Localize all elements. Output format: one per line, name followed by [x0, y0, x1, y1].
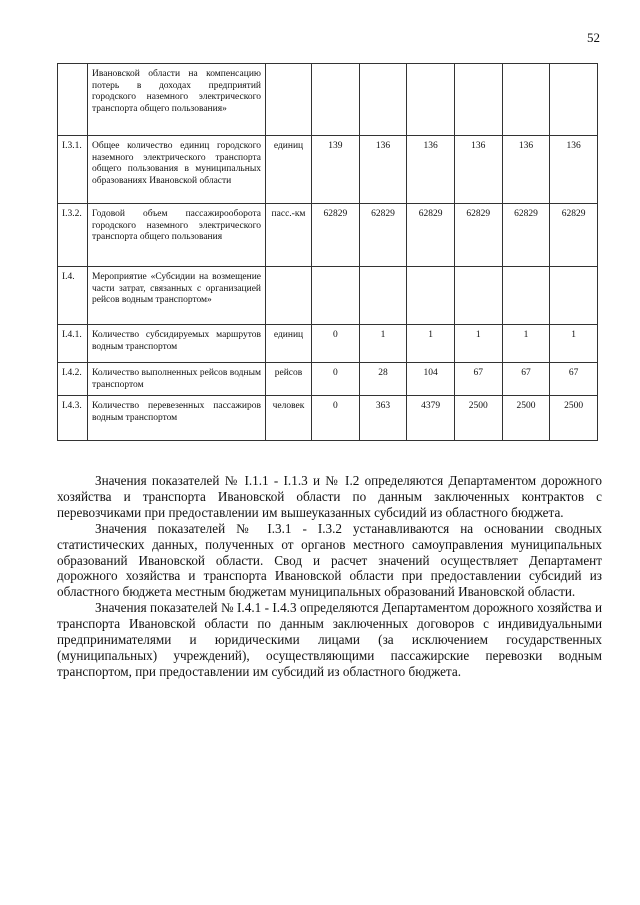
unit-cell: рейсов — [266, 363, 312, 396]
indicator-name: Годовой объем пассажирооборота городского наземного электрического транспорта общего пользования — [88, 204, 266, 267]
table-row — [58, 325, 598, 363]
value-cell — [502, 64, 550, 136]
row-number: I.4. — [58, 267, 88, 325]
value-cell — [359, 267, 407, 325]
indicator-name: Ивановской области на компенсацию потерь в доходах предприятий городского наземного электрического транспорта общего пользования» — [88, 64, 266, 136]
value-cell: 67 — [454, 363, 502, 396]
value-cell: 62829 — [359, 204, 407, 267]
value-cell — [312, 64, 360, 136]
table-row — [58, 363, 598, 396]
value-cell: 62829 — [312, 204, 360, 267]
value-cell: 62829 — [407, 204, 455, 267]
value-cell — [359, 64, 407, 136]
value-cell — [502, 267, 550, 325]
value-cell: 363 — [359, 396, 407, 441]
value-cell: 67 — [502, 363, 550, 396]
table-row — [58, 267, 598, 325]
paragraph: Значения показателей № I.3.1 - I.3.2 устанавливаются на основании сводных статистических данных, полученных от органов местного самоуправления муниципальных образований Ивановской области. Свод и расчет значений осуществляет Департамент дорожного хозяйства и транспорта Ивановской области при предоставлении субсидий из областного бюджета местным бюджетам муниципальных образований Ивановской области. — [57, 520, 602, 600]
paragraph: Значения показателей № I.1.1 - I.1.3 и № I.2 определяются Департаментом дорожного хозяйства и транспорта Ивановской области по данным заключенных контрактов с перевозчиками при предоставлении им вышеуказанных субсидий из областного бюджета. — [57, 473, 602, 520]
row-number: I.3.1. — [58, 136, 88, 204]
value-cell: 2500 — [550, 396, 598, 441]
value-cell: 1 — [454, 325, 502, 363]
table-row — [58, 396, 598, 441]
value-cell — [454, 267, 502, 325]
unit-cell: пасс.-км — [266, 204, 312, 267]
value-cell: 0 — [312, 396, 360, 441]
row-number: I.4.1. — [58, 325, 88, 363]
value-cell — [550, 64, 598, 136]
indicator-name: Общее количество единиц городского наземного электрического транспорта общего пользования в муниципальных образованиях Ивановской области — [88, 136, 266, 204]
unit-cell — [266, 267, 312, 325]
table-row — [58, 204, 598, 267]
table-row — [58, 136, 598, 204]
paragraph: Значения показателей № I.4.1 - I.4.3 определяются Департаментом дорожного хозяйства и транспорта Ивановской области по данным заключенных договоров с индивидуальными предпринимателями и юридическими лицами (за исключением государственных (муниципальных) учреждений), осуществляющими пассажирские перевозки водным транспортом, при предоставлении им субсидий из областного бюджета. — [57, 600, 602, 679]
value-cell — [312, 267, 360, 325]
unit-cell: единиц — [266, 325, 312, 363]
row-number: I.4.3. — [58, 396, 88, 441]
table-row — [58, 64, 598, 136]
value-cell: 139 — [312, 136, 360, 204]
value-cell — [407, 64, 455, 136]
value-cell: 0 — [312, 325, 360, 363]
value-cell — [454, 64, 502, 136]
value-cell — [550, 267, 598, 325]
value-cell: 136 — [359, 136, 407, 204]
value-cell: 136 — [550, 136, 598, 204]
value-cell: 1 — [407, 325, 455, 363]
value-cell: 2500 — [502, 396, 550, 441]
value-cell: 62829 — [502, 204, 550, 267]
row-number: I.4.2. — [58, 363, 88, 396]
indicator-name: Мероприятие «Субсидии на возмещение части затрат, связанных с организацией рейсов водным транспортом» — [88, 267, 266, 325]
value-cell: 62829 — [550, 204, 598, 267]
value-cell — [407, 267, 455, 325]
indicator-name: Количество выполненных рейсов водным транспортом — [88, 363, 266, 396]
indicator-name: Количество перевезенных пассажиров водным транспортом — [88, 396, 266, 441]
value-cell: 104 — [407, 363, 455, 396]
row-number: I.3.2. — [58, 204, 88, 267]
value-cell: 62829 — [454, 204, 502, 267]
page-number: 52 — [587, 30, 600, 45]
body-text — [57, 473, 602, 680]
unit-cell: единиц — [266, 136, 312, 204]
value-cell: 0 — [312, 363, 360, 396]
unit-cell: человек — [266, 396, 312, 441]
value-cell: 2500 — [454, 396, 502, 441]
value-cell: 136 — [502, 136, 550, 204]
indicators-table — [57, 63, 598, 441]
indicator-name: Количество субсидируемых маршрутов водным транспортом — [88, 325, 266, 363]
value-cell: 1 — [550, 325, 598, 363]
value-cell: 136 — [407, 136, 455, 204]
value-cell: 67 — [550, 363, 598, 396]
row-number — [58, 64, 88, 136]
unit-cell — [266, 64, 312, 136]
value-cell: 4379 — [407, 396, 455, 441]
value-cell: 136 — [454, 136, 502, 204]
value-cell: 1 — [359, 325, 407, 363]
value-cell: 1 — [502, 325, 550, 363]
value-cell: 28 — [359, 363, 407, 396]
